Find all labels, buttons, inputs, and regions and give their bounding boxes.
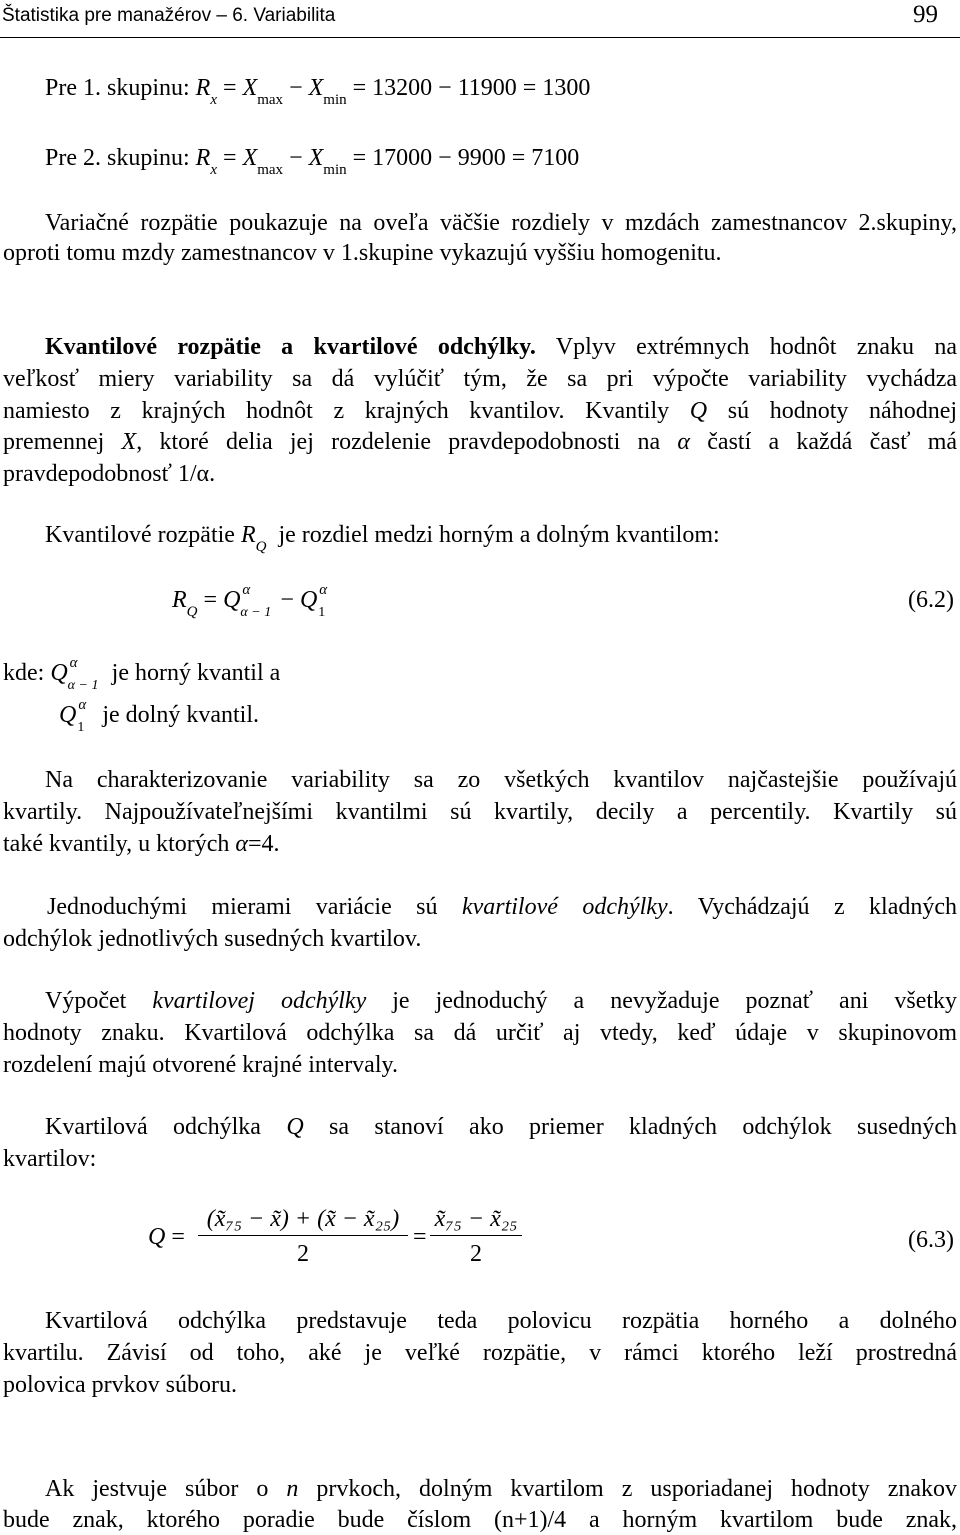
group2-equation: Pre 2. skupinu: $R_x = X_{max} - X_{min} = 17000 - 9900 = 7100$ (45, 145, 580, 178)
range-intro: Kvantilové rozpätie $R_Q$ je rozdiel medzi horným a dolným kvantilom: (45, 522, 720, 555)
equation-6-3-number: (6.3) (908, 1227, 954, 1253)
equation-6-2-number: (6.2) (908, 587, 954, 613)
section-line3: namiesto z krajných hodnôt z krajných kvantilov. Kvantily Q sú hodnoty náhodnej (3, 398, 958, 424)
group2-values: = 17000 − 9900 = 7100 (352, 145, 580, 171)
group1-prefix: Pre 1. skupinu: (45, 75, 190, 101)
page-number: 99 (913, 1, 938, 28)
para2-line1: Na charakterizovanie variability sa zo všetkých kvantilov najčastejšie používajú (45, 767, 957, 793)
para3-line1: Jednoduchými mierami variácie sú kvartilové odchýlky. Vychádzajú z kladných (47, 894, 958, 920)
section-line1: Kvantilové rozpätie a kvartilové odchýlky. Vplyv extrémnych hodnôt znaku na (45, 334, 957, 360)
header-rule (0, 37, 960, 38)
section-heading: Kvantilové rozpätie a kvartilové odchýlky. (45, 334, 536, 360)
header-title: Štatistika pre manažérov – 6. Variabilita (2, 5, 336, 26)
para5-line2: kvartilov: (3, 1146, 97, 1172)
para1-line1: Variačné rozpätie poukazuje na oveľa väčšie rozdiely v mzdách zamestnancov 2.skupiny, (45, 210, 957, 236)
group1-values: = 13200 − 11900 = 1300 (352, 75, 591, 101)
para2-line3: také kvantily, u ktorých α=4. (3, 831, 280, 857)
para2-line2: kvartily. Najpoužívateľnejšími kvantilmi sú kvartily, decily a percentily. Kvartily sú (3, 799, 957, 825)
section-line2: veľkosť miery variability sa dá vylúčiť tým, že sa pri výpočte variability vychádza (3, 366, 957, 392)
fraction-2: x̃₇₅ − x̃₂₅ 2 (430, 1205, 522, 1268)
para5-line1: Kvartilová odchýlka Q sa stanoví ako priemer kladných odchýlok susedných (45, 1114, 958, 1140)
where-lower: Q α 1 je dolný kvantil. (59, 697, 259, 735)
where-label: kde: (3, 660, 45, 686)
para6-line2: kvartilu. Závisí od toho, aké je veľké rozpätie, v rámci ktorého leží prostredná (3, 1340, 957, 1366)
section-line5: pravdepodobnosť 1/α. (3, 461, 216, 487)
para7-line2: bude znak, ktorého poradie bude číslom (n+1)/4 a horným kvartilom bude znak, (3, 1507, 957, 1533)
group2-prefix: Pre 2. skupinu: (45, 145, 190, 171)
para1-line2: oproti tomu mzdy zamestnancov v 1.skupine vykazujú vyššiu homogenitu. (3, 240, 722, 266)
para3-line2: odchýlok jednotlivých susedných kvartilov. (3, 926, 422, 952)
para7-line1: Ak jestvuje súbor o n prvkoch, dolným kvartilom z usporiadanej hodnoty znakov (45, 1476, 958, 1502)
para4-line3: rozdelení majú otvorené krajné intervaly. (3, 1052, 398, 1078)
fraction-1: (x̃₇₅ − x̃) + (x̃ − x̃₂₅) 2 (198, 1205, 408, 1268)
section-line4: premennej X, ktoré delia jej rozdelenie pravdepodobnosti na α častí a každá časť má (3, 429, 958, 455)
para6-line3: polovica prvkov súboru. (3, 1372, 237, 1398)
group1-equation: Pre 1. skupinu: $R_x = X_{max} - X_{min} = 13200 - 11900 = 1300$ (45, 75, 591, 108)
where-upper: kde: Q α α − 1 je horný kvantil a (3, 655, 281, 693)
para4-line1: Výpočet kvartilovej odchýlky je jednoduchý a nevyžaduje poznať ani všetky (45, 988, 958, 1014)
page-header (0, 0, 960, 38)
para6-line1: Kvartilová odchýlka predstavuje teda polovicu rozpätia horného a dolného (45, 1308, 957, 1334)
equation-6-2: $R_Q = Q$ α α − 1 − Q α 1 (172, 582, 328, 620)
para4-line2: hodnoty znaku. Kvartilová odchýlka sa dá určiť aj vtedy, keď údaje v skupinovom (3, 1020, 957, 1046)
